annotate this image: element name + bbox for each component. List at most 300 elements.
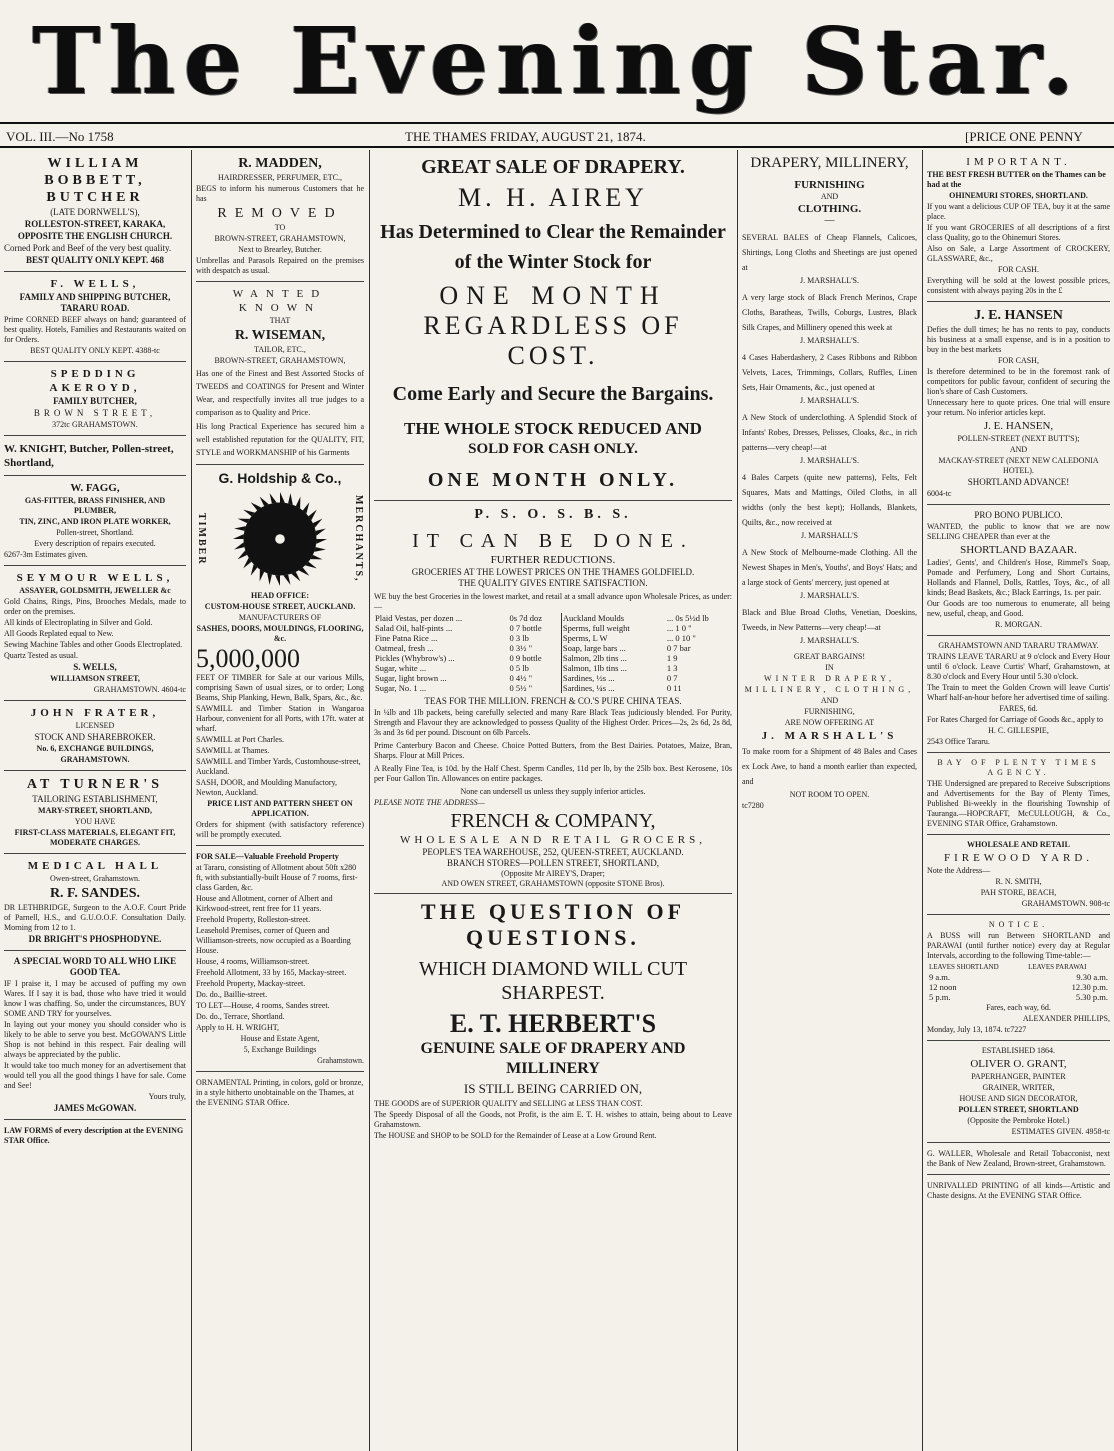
ad-line: Quartz Tested as usual.: [4, 651, 78, 660]
ad-line: HEAD OFFICE:: [251, 591, 309, 600]
price-cell: 0 11: [666, 683, 682, 693]
saw-tooth: [234, 542, 244, 549]
ad-line: MILLINERY, CLOTHING,: [744, 685, 915, 694]
ad-heading: G. Holdship & Co.,: [218, 470, 342, 486]
ad-line: Umbrellas and Parasols Repaired on the premises with despatch as usual.: [196, 256, 364, 275]
ad-line: IN: [825, 663, 834, 672]
ad-line: Pollen-street, Shortland.: [56, 528, 134, 537]
buss-timetable: [927, 962, 1110, 1002]
ad-line: J. MARSHALL'S.: [799, 396, 859, 405]
price-cell: ... 1 0 ": [666, 623, 692, 633]
timetable-cell: 5.30 p.m.: [1075, 992, 1108, 1002]
ad-line: PEOPLE'S TEA WAREHOUSE, 252, QUEEN-STREET, AUCKLAND.: [422, 847, 684, 857]
ad-heading: THE QUESTION OF QUESTIONS.: [420, 899, 686, 950]
timetable-header: LEAVES PARAWAI: [1028, 963, 1087, 971]
saw-tooth: [283, 575, 290, 585]
ad-line: BRANCH STORES—POLLEN STREET, SHORTLAND,: [447, 858, 659, 868]
ad-line: AND: [1009, 445, 1028, 454]
ad-wells-butcher: [4, 274, 186, 362]
ad-line: 6004-tc: [927, 489, 952, 498]
ad-line: Grahamstown.: [317, 1056, 364, 1065]
ad-line: GRAINER, WRITER,: [982, 1083, 1055, 1092]
ad-line: All Goods Replated equal to New.: [4, 629, 114, 638]
ad-heading: ESTABLISHED 1864.: [981, 1046, 1056, 1055]
ad-line: Prime CORNED BEEF always on hand; guaranteed of best quality. Hotels, Families and Restaurants waited on for Orders.: [4, 315, 186, 344]
ad-heading: ORNAMENTAL Printing, in colors, gold or bronze, in a style hitherto unobtainable on the Thames, at the EVENING STAR Office.: [196, 1078, 364, 1107]
ad-heading: UNRIVALLED PRINTING of all kinds—Artistic and Chaste designs. At the EVENING STAR Office.: [927, 1181, 1110, 1200]
ad-french-company: [374, 503, 732, 894]
price-cell: Salmon, 1lb tins ...: [561, 663, 666, 673]
column-1: [0, 150, 190, 1451]
ad-line: J. MARSHALL'S: [761, 730, 898, 742]
ad-line: GENUINE SALE OF DRAPERY AND MILLINERY: [420, 1040, 686, 1077]
price-row: [374, 633, 732, 643]
ad-line: FOR CASH,: [998, 356, 1039, 365]
ad-line: No. 6, EXCHANGE BUILDINGS,: [36, 744, 154, 753]
ad-line: FURTHER REDUCTIONS.: [490, 554, 616, 566]
saw-tooth: [260, 497, 269, 507]
price-cell: Sugar, No. 1 ...: [375, 683, 427, 693]
timetable-cell: 9 a.m.: [929, 972, 951, 982]
ad-line: Black and Blue Broad Cloths, Venetian, Doeskins, Tweeds, in New Patterns—very cheap!—at: [742, 608, 917, 632]
saw-tooth: [275, 575, 280, 586]
ad-line: J. MARSHALL'S: [800, 531, 858, 540]
ad-line: 372tc GRAHAMSTOWN.: [52, 420, 138, 429]
price-cell: Sugar, light brown ...: [375, 673, 447, 683]
ad-line: ASSAYER, GOLDSMITH, JEWELLER &c: [19, 586, 171, 595]
ad-line: DR LETHBRIDGE, Surgeon to the A.O.F. Court Pride of Parnell, H.S., and G.U.O.O.F. Consultation Daily. Morning from 12 to 1.: [4, 903, 186, 932]
saw-tooth: [316, 539, 327, 544]
ad-line: If you want GROCERIES of all descriptions of a first class Quality, go to the Ohinemuri Stores.: [927, 223, 1110, 242]
columns: [0, 150, 1114, 1451]
ad-line: WHOLESALE AND RETAIL GROCERS,: [400, 834, 706, 846]
ad-line: SEVERAL BALES of Cheap Flannels, Calicoes, Shirtings, Long Cloths and Sheetings are just opened at: [742, 233, 917, 272]
ad-line: DR BRIGHT'S PHOSPHODYNE.: [28, 934, 162, 944]
ad-heading: DRAPERY, MILLINERY,: [750, 155, 909, 171]
ad-line: at Tararu, consisting of Allotment about 50ft x280 ft, with substantially-built House of 7 rooms, first-class Garden, &c.: [196, 863, 358, 892]
ad-bay-of-plenty: [927, 755, 1110, 835]
ad-line: TO LET—House, 4 rooms, Sandes street.: [196, 1001, 330, 1010]
ad-line: None can undersell us unless they supply inferior articles.: [460, 787, 646, 796]
price-cell: Fine Patna Rice ...: [375, 633, 438, 643]
ad-line: Freehold Allotment, 33 by 165, Mackay-street.: [196, 968, 347, 977]
ad-line: In ¼lb and 1lb packets, being carefully selected and many Rare Black Teas judiciously blended. For Purity, Strength and Flavour they are acknowledged to possess Quality of the Highest Order. Prices—2s, 2s 6d, 2s 8d, 3s and 3s 6d per pound. Discount on 6lb Parcels.: [374, 708, 732, 737]
ad-line: Next to Brearley, Butcher.: [238, 245, 322, 254]
ad-medical-hall: [4, 856, 186, 951]
ad-line: Do. do., Terrace, Shortland.: [196, 1012, 285, 1021]
saw-tooth: [280, 492, 285, 503]
ad-line: AND: [820, 696, 839, 705]
ad-line: BROWN STREET,: [33, 408, 157, 418]
ad-heading: IMPORTANT.: [966, 156, 1071, 168]
ad-grant: [927, 1043, 1110, 1143]
price-cell: 0 7: [666, 673, 678, 683]
price-cell: Auckland Moulds: [561, 613, 666, 623]
ad-line: WHICH DIAMOND WILL CUT SHARPEST.: [418, 958, 688, 1004]
ad-bobbett: [4, 152, 186, 272]
saw-tooth: [291, 572, 300, 582]
ad-heading: J. E. HANSEN: [974, 308, 1063, 323]
ad-heading: BAY OF PLENTY TIMES AGENCY.: [937, 758, 1100, 777]
ad-line: SHORTLAND BAZAAR.: [960, 544, 1077, 556]
saw-tooth: [233, 534, 244, 539]
ad-line: Freehold Property, Mackay-street.: [196, 979, 306, 988]
ad-line: Our Goods are too numerous to enumerate, all being new, useful, cheap, and Good.: [927, 599, 1110, 618]
timetable-cell: 9.30 a.m.: [1076, 972, 1108, 982]
ad-line: REMOVED: [217, 206, 343, 221]
ad-line: (Opposite the Pembroke Hotel.): [967, 1116, 1070, 1125]
ad-line: STOCK AND SHAREBROKER.: [34, 732, 156, 742]
ad-line: Has one of the Finest and Best Assorted Stocks of TWEEDS and COATINGS for Present and Winter Wear, and respectfully invites all true judges to a comparison as to Quality and Price.: [196, 369, 364, 417]
ad-line: Everything will be sold at the lowest possible prices, consistent with always paying 20s in the £: [927, 276, 1110, 295]
ad-line: ROLLESTON-STREET, KARAKA,: [24, 219, 166, 229]
price-cell: 0 4½ ": [509, 673, 533, 683]
ad-line: 4 Cases Haberdashery, 2 Cases Ribbons and Ribbon Velvets, Laces, Trimmings, Collars, Ruffles, Linen Sets, Hair Ornaments, &c., just opened at: [742, 353, 917, 392]
ad-heading: SPEDDING AKEROYD,: [49, 368, 141, 394]
ad-heading: PRO BONO PUBLICO.: [974, 510, 1063, 520]
ad-line: ARE NOW OFFERING AT: [784, 718, 875, 727]
ad-line: Prime Canterbury Bacon and Cheese. Choice Potted Butters, from the Best Dairies. Potatoes, Maize, Bran, Sharps. Flour at Mill Prices.: [374, 741, 732, 760]
ad-for-sale: [196, 848, 364, 1072]
ad-line: Do. do., Baillie-street.: [196, 990, 268, 999]
ad-line: In laying out your money you should consider who is likely to be able to serve you best. McGOWAN'S Little Shop is not behind in this respect. Fair dealing will always be appreciated by the public.: [4, 1020, 186, 1059]
ad-line: The Speedy Disposal of all the Goods, not Profit, is the aim E. T. H. wishes to attain, being about to Leave Grahamstown.: [374, 1110, 732, 1129]
ad-madden: [196, 152, 364, 282]
ad-line: Note the Address—: [927, 866, 991, 875]
volume-number: VOL. III.—No 1758: [6, 129, 114, 144]
ad-line: TIN, ZINC, AND IRON PLATE WORKER,: [19, 517, 171, 526]
price-cell: 1 9: [666, 653, 678, 663]
ad-heading: MEDICAL HALL: [27, 860, 163, 872]
ad-line: 4 Bales Carpets (quite new patterns), Felts, Felt Squares, Mats and Mattings, Oiled Cloths, in all widths (only the best kept); Hollands, Blankets, Quilts, &c., now received at: [742, 473, 917, 527]
ad-line: SASH, DOOR, and Moulding Manufactory, Newton, Auckland.: [196, 778, 338, 797]
ad-line: The Train to meet the Golden Crown will leave Curtis' Wharf half-an-hour before her advertised time of sailing.: [927, 683, 1110, 702]
ad-line: TAILOR, ETC.,: [254, 345, 306, 354]
price-cell: Sperms, L W: [561, 633, 666, 643]
ad-line: If you want a delicious CUP OF TEA, buy it at the same place.: [927, 202, 1110, 221]
ad-line: AND OWEN STREET, GRAHAMSTOWN (opposite STONE Bros).: [441, 879, 665, 888]
ad-line: PRICE LIST AND PATTERN SHEET ON APPLICATION.: [207, 799, 353, 818]
ad-line: ONE MONTH ONLY.: [427, 469, 679, 491]
ad-fagg: [4, 478, 186, 566]
ad-line: BEGS to inform his numerous Customers that he has: [196, 184, 364, 203]
saw-tooth: [238, 550, 248, 559]
ad-line: GRAHAMSTOWN. 908-tc: [1021, 899, 1110, 908]
ad-line: TAILORING ESTABLISHMENT,: [32, 794, 158, 804]
sawblade-graphic: [196, 491, 364, 587]
price-cell: ... 0s 5½d lb: [666, 613, 709, 623]
ad-mcgowan: [4, 953, 186, 1120]
ad-line: A New Stock of Melbourne-made Clothing. All the Newest Shapes in Men's, Youths', and Boys' Hats; and a large stock of Gents' mercery, just opened at: [742, 548, 917, 587]
ad-line: H. C. GILLESPIE,: [988, 726, 1049, 735]
price-cell: 0 5 lb: [509, 663, 529, 673]
ad-heading: WHOLESALE AND RETAIL: [967, 840, 1070, 849]
ad-knight: [4, 438, 186, 476]
ad-heading: P. S. O. S. B. S.: [474, 507, 632, 522]
ad-line: JAMES McGOWAN.: [53, 1103, 137, 1113]
ad-holdship: [196, 467, 364, 846]
ad-heading: FOR SALE—Valuable Freehold Property: [196, 852, 339, 861]
ad-line: For Rates Charged for Carriage of Goods &c., apply to: [927, 715, 1104, 724]
ad-unrivalled-printing: [927, 1177, 1110, 1206]
ad-heading: F. WELLS,: [50, 278, 140, 290]
ad-line: THE WHOLE STOCK REDUCED AND: [404, 419, 702, 438]
ad-line: FRENCH & COMPANY,: [450, 810, 656, 832]
ad-waller: [927, 1145, 1110, 1175]
ad-heading: A SPECIAL WORD TO ALL WHO LIKE GOOD TEA.: [13, 956, 177, 977]
ad-line: OPPOSITE THE ENGLISH CHURCH.: [17, 231, 173, 241]
price-cell: 0 7 bottle: [509, 623, 542, 633]
ad-line: A New Stock of underclothing. A Splendid Stock of Infants' Robes, Dresses, Pelisses, Cloaks, &c., in rich patterns—very cheap!—at: [742, 413, 917, 452]
timber-offer: [196, 646, 364, 672]
ad-line: FOR CASH.: [998, 265, 1039, 274]
column-4: [738, 150, 921, 1451]
ad-heading: AT TURNER'S: [26, 777, 164, 792]
price-cell: ... 0 10 ": [666, 633, 696, 643]
ad-line: A BUSS will run Between SHORTLAND and PARAWAI (until further notice) every day at Regular Intervals, according to the following Time-table:—: [927, 931, 1110, 960]
ad-heading: LAW FORMS of every description at the EVENING STAR Office.: [4, 1126, 184, 1145]
ad-heading: WILLIAM BOBBETT, BUTCHER: [44, 156, 146, 205]
ad-line: HAIRDRESSER, PERFUMER, ETC.,: [217, 173, 343, 182]
timetable-cell: 12.30 p.m.: [1071, 982, 1108, 992]
ad-line: LICENSED: [75, 721, 115, 730]
ad-line: FEET OF TIMBER for Sale at our various Mills, comprising Sawn of usual sizes, or to order; Long Beams, Ship Planking, Hewn, Balk, Spars, &c., &c.: [196, 673, 364, 702]
price-cell: Sperms, full weight: [561, 623, 666, 633]
ad-line: FURNISHING,: [804, 707, 855, 716]
price-cell: Sardines, ½s ...: [561, 673, 666, 683]
ad-line: WINTER DRAPERY,: [764, 674, 895, 683]
price-row: [374, 613, 732, 623]
ad-line: Fares, each way, 6d.: [986, 1003, 1051, 1012]
ad-line: POLLEN-STREET (NEXT BUTT'S);: [957, 434, 1080, 443]
price-cell: 0 3½ ": [509, 643, 533, 653]
ad-line: GREAT BARGAINS!: [793, 652, 866, 661]
ad-line: ALEXANDER PHILLIPS,: [1022, 1014, 1110, 1023]
ad-line: MANUFACTURERS OF: [238, 613, 322, 622]
ad-line: All kinds of Electroplating in Silver and Gold.: [4, 618, 153, 627]
column-2: [192, 150, 368, 1451]
price-row: [374, 623, 732, 633]
ad-heading: NOTICE.: [988, 920, 1049, 929]
ad-line: Ladies', Gents', and Children's Hose, Rimmel's Soap, Pomade and Perfumery, Long and Short Curtains, Hollands and Flannel, Dolls, Rattles, Toys, &c., of all kinds; Bead Baskets, &c.; Black Earrings, 1s. per pair.: [927, 558, 1110, 597]
ad-ohinemuri-stores: [927, 152, 1110, 302]
ad-herbert: [374, 896, 732, 1146]
ad-line: THE BEST FRESH BUTTER on the Thames can be had at the: [927, 170, 1106, 189]
ad-line: BEST QUALITY ONLY KEPT. 468: [26, 255, 164, 265]
ad-line: OLIVER O. GRANT,: [970, 1058, 1067, 1070]
ad-line: POLLEN STREET, SHORTLAND: [958, 1105, 1079, 1114]
ad-line: YOU HAVE: [74, 817, 116, 826]
price-cell: Salad Oil, half-pints ...: [375, 623, 453, 633]
ad-line: SAWMILL at Port Charles.: [196, 735, 284, 744]
ad-line: SAWMILL and Timber Station in Wangaroa Harbour, convenient for all Ports, with 17ft. water at wharf.: [196, 704, 364, 733]
ad-line: IS STILL BEING CARRIED ON,: [463, 1081, 643, 1096]
price-cell: 0 7 bar: [666, 643, 691, 653]
price-cell: 1 3: [666, 663, 678, 673]
price-cell: Soap, large bars ...: [561, 643, 666, 653]
ad-line: SHORTLAND ADVANCE!: [967, 477, 1070, 487]
ad-line: BROWN-STREET, GRAHAMSTOWN,: [214, 234, 346, 243]
ad-law-forms: [4, 1122, 186, 1151]
price-cell: Sugar, white ...: [375, 663, 427, 673]
price-row: [374, 653, 732, 663]
ad-line: Sewing Machine Tables and other Goods Electroplated.: [4, 640, 183, 649]
ad-line: FIREWOOD YARD.: [943, 852, 1094, 864]
saw-tooth: [270, 493, 277, 503]
ad-line: MACKAY-STREET (NEXT NEW CALEDONIA HOTEL).: [938, 456, 1099, 475]
sawblade-icon: [232, 491, 328, 587]
ad-line: R. F. SANDES.: [49, 886, 141, 901]
ad-line: THE GOODS are of SUPERIOR QUALITY and SELLING at LESS THAN COST.: [374, 1099, 643, 1108]
saw-tooth: [314, 547, 326, 552]
ad-line: Monday, July 13, 1874. tc7227: [927, 1025, 1027, 1034]
ad-line: FAMILY AND SHIPPING BUTCHER, TARARU ROAD.: [19, 292, 171, 313]
column-5: [923, 150, 1114, 1451]
ad-line: Has Determined to Clear the Remainder of the Winter Stock for: [380, 221, 726, 273]
ad-line: J. MARSHALL'S.: [799, 591, 859, 600]
masthead: [0, 0, 1114, 122]
ad-line: HOUSE AND SIGN DECORATOR,: [959, 1094, 1078, 1103]
timetable-cell: 12 noon: [929, 982, 957, 992]
saw-tooth: [288, 493, 293, 505]
ad-akeroyd: [4, 364, 186, 436]
ad-heading: R. MADDEN,: [238, 156, 322, 171]
ad-line: PLEASE NOTE THE ADDRESS—: [374, 798, 485, 807]
ad-line: REGARDLESS OF COST.: [423, 311, 683, 370]
ad-line: GRAHAMSTOWN. 4604-tc: [93, 685, 186, 694]
ad-line: FAMILY BUTCHER,: [53, 396, 137, 406]
ad-line: CUSTOM-HOUSE STREET, AUCKLAND.: [204, 602, 356, 611]
ad-heading: JOHN FRATER,: [30, 707, 160, 719]
ad-heading: GREAT SALE OF DRAPERY.: [421, 156, 685, 178]
ad-line: IF I praise it, I may be accused of puffing my own Wares. If I say it is bad, those who have tried it would know I was chaffing. So, under the circumstances, BUY SOME AND TRY for yourselves.: [4, 979, 186, 1018]
ad-line: A very large stock of Black French Merinos, Crape Cloths, Baratheas, Twills, Coburgs, Lustres, Black Silk Crapes, and Millinery opened this week at: [742, 293, 917, 332]
ad-line: 2543 Office Tararu.: [927, 737, 990, 746]
ad-line: tc7280: [742, 801, 764, 810]
ad-line: FURNISHING: [794, 179, 865, 191]
ad-line: Apply to H. H. WRIGHT,: [196, 1023, 280, 1032]
dateline: [0, 122, 1114, 148]
price-cell: Oatmeal, fresh ...: [375, 643, 434, 653]
ad-line: THE Undersigned are prepared to Receive Subscriptions and Advertisements for the Bay of Plenty Times, Published Bi-weekly in the flourishing Township of Tauranga.—HOPCRAFT, McCULLOUGH, & Co., EVENING STAR Office, Grahamstown.: [927, 779, 1110, 828]
ad-line: THAT: [269, 316, 291, 325]
saw-tooth: [316, 529, 326, 536]
ad-line: S. WELLS,: [73, 662, 117, 672]
ad-line: Every description of repairs executed.: [34, 539, 156, 548]
ad-line: SOLD FOR CASH ONLY.: [468, 441, 638, 457]
ad-line: Gold Chains, Rings, Pins, Brooches Medals, made to order on the premises.: [4, 597, 186, 616]
price-row: [374, 683, 732, 693]
price-row: [374, 643, 732, 653]
issue-date: THE THAMES FRIDAY, AUGUST 21, 1874.: [405, 129, 646, 144]
ad-line: WE buy the best Groceries in the lowest market, and retail at a small advance upon Wholesale Prices, as under:—: [374, 592, 732, 611]
ad-line: FARES, 6d.: [999, 704, 1038, 713]
ad-line: SASHES, DOORS, MOULDINGS, FLOORING, &c.: [196, 624, 364, 643]
column-3: [370, 150, 736, 1451]
price-cell: Salmon, 2lb tins ...: [561, 653, 666, 663]
ad-line: WANTED, the public to know that we are now SELLING CHEAPER than ever at the: [927, 522, 1110, 541]
ad-line: House and Allotment, corner of Albert and Kirkwood-street, rent free for 11 years.: [196, 894, 333, 913]
ad-line: TIMBER: [196, 512, 207, 566]
ad-heading: WANTED KNOWN: [232, 288, 328, 314]
ad-line: WILLIAMSON STREET,: [50, 674, 140, 683]
ad-turner: [4, 773, 186, 854]
ad-heading: SEYMOUR WELLS,: [16, 572, 174, 584]
price-row: [374, 673, 732, 683]
timetable-row: [927, 972, 1110, 982]
ad-line: R. WISEMAN,: [234, 328, 326, 343]
ad-heading: G. WALLER, Wholesale and Retail Tobacconist, next the Bank of New Zealand, Brown-street, Grahamstown.: [927, 1149, 1110, 1168]
ad-line: AND: [820, 192, 839, 201]
ad-line: IT CAN BE DONE.: [412, 530, 694, 552]
price-cell: 0 3 lb: [509, 633, 529, 643]
ad-heading: W. FAGG,: [70, 482, 120, 494]
ad-line: A Really Fine Tea, is 10d. by the Half Chest. Sperm Candles, 11d per lb, by the 25lb box. Best Kerosene, 10s per Four Gallon Tin. Allowances on entire packages.: [374, 764, 732, 783]
price-row: [374, 663, 732, 673]
ad-buss-notice: [927, 917, 1110, 1041]
ad-line: M. H. AIREY: [458, 183, 648, 212]
ad-line: MERCHANTS,: [353, 495, 364, 583]
newspaper-title: The Evening Star.: [32, 7, 1082, 115]
ad-line: 5,000,000: [196, 644, 300, 673]
ad-line: GRAHAMSTOWN.: [60, 755, 130, 764]
ad-airey: [374, 152, 732, 501]
timetable-row: [927, 982, 1110, 992]
ad-line: BROWN-STREET, GRAHAMSTOWN,: [214, 356, 346, 365]
ad-line: Corned Pork and Beef of the very best quality.: [4, 243, 172, 253]
ad-seymour-wells: [4, 568, 186, 701]
saw-tooth: [267, 573, 272, 585]
ad-line: House, 4 rooms, Williamson-street.: [196, 957, 310, 966]
ad-line: SAWMILL and Timber Yards, Customhouse-street, Auckland.: [196, 757, 361, 776]
timetable-header: LEAVES SHORTLAND: [929, 963, 999, 971]
ad-line: ESTIMATES GIVEN. 4958-tc: [1011, 1127, 1110, 1136]
ad-line: PAPERHANGER, PAINTER: [971, 1072, 1066, 1081]
price-cell: Pickles (Whybrow's) ...: [375, 653, 455, 663]
ad-tramway: [927, 638, 1110, 753]
grocery-price-table: [374, 613, 732, 693]
ad-hansen: [927, 304, 1110, 505]
ad-line: OHINEMURI STORES, SHORTLAND.: [949, 191, 1088, 200]
ad-line: CLOTHING.: [797, 203, 862, 215]
ad-line: Owen-street, Grahamstown.: [50, 874, 140, 883]
ad-line: To make room for a Shipment of 48 Bales and Cases ex Lock Awe, to hand a month earlier than expected, and: [742, 747, 917, 786]
ad-line: Freehold Property, Rolleston-street.: [196, 915, 311, 924]
ad-line: ONE MONTH: [439, 281, 667, 310]
ad-line: J. E. HANSEN,: [983, 420, 1054, 432]
ad-line: It would take too much money for an advertisement that would tell you all the good things I have for sale. Come and See!: [4, 1061, 186, 1090]
ad-line: E. T. HERBERT'S: [449, 1009, 657, 1038]
price-cell: 0s 7d doz: [509, 613, 543, 623]
ad-ornamental-printing: [196, 1074, 364, 1113]
ad-frater: [4, 703, 186, 771]
ad-line: J. MARSHALL'S.: [799, 456, 859, 465]
ad-line: Also on Sale, a Large Assortment of CROCKERY, GLASSWARE, &c.,: [927, 244, 1110, 263]
ad-line: PAH STORE, BEACH,: [980, 888, 1057, 897]
ad-line: (LATE DORNWELL'S),: [50, 207, 140, 217]
ad-line: Is therefore determined to be in the foremost rank of competitors for public favour, confident of securing the lion's share of Cash Customers.: [927, 367, 1110, 396]
ad-marshall: DRAPERY, MILLINERY, FURNISHING AND CLOTHING. — SEVERAL BALES of Cheap Flannels, Calicoes, Shirtings, Long Cloths and Sheetings are just opened at J. MARSHALL'S. A very large stock of Black French Merinos, Crape Cloths, Baratheas, Twills, Coburgs, Lustres, Black Silk Crapes, and Millinery opened this week at J. MARSHALL'S. 4 Cases Haberdashery, 2 Cases Ribbons and Ribbon Velvets, Laces, Trimmings, Collars, Ruffles, Linen Sets, Hair Ornaments, &c., just opened at J. MARSHALL'S. A New Stock of underclothing. A Splendid Stock of Infants' Robes, Dresses, Pelisses, Cloaks, &c., in rich patterns—very cheap!—at J. MARSHALL'S. 4 Bales Carpets (quite new patterns), Felts, Felt Squares, Mats and Mattings, Oiled Cloths, in all widths (only the best kept); Hollands, Blankets, Quilts, &c., now received at J. MARSHALL'S A New Stock of Melbourne-made Clothing. All the Newest Shapes in Men's, Youths', and Boys' Hats; and a large stock of Gents' mercery, just opened at J. MARSHALL'S. Black and Blue Broad Cloths, Venetian, Doeskins, Tweeds, in New Patterns—very cheap!—at J. MARSHALL'S. GREAT BARGAINS! IN WINTER DRAPERY, MILLINERY, CLOTHING, AND FURNISHING, ARE NOW OFFERING AT J. MARSHALL'S To make room for a Shipment of 48 Bales and Cases ex Lock Awe, to hand a month earlier than expected, and NOT ROOM TO OPEN. tc7280: [742, 155, 917, 810]
ad-line: J. MARSHALL'S.: [799, 276, 859, 285]
ad-heading: GRAHAMSTOWN AND TARARU TRAMWAY.: [938, 641, 1099, 650]
ad-line: Come Early and Secure the Bargains.: [392, 383, 714, 405]
ad-line: GROCERIES AT THE LOWEST PRICES ON THE THAMES GOLDFIELD.: [411, 567, 695, 577]
ad-line: NOT ROOM TO OPEN.: [789, 790, 870, 799]
ad-firewood-yard: [927, 837, 1110, 915]
ad-line: (Opposite Mr AIREY'S, Draper;: [501, 869, 605, 878]
ad-line: Yours truly,: [148, 1092, 186, 1101]
ad-line: 6267-3m Estimates given.: [4, 550, 88, 559]
